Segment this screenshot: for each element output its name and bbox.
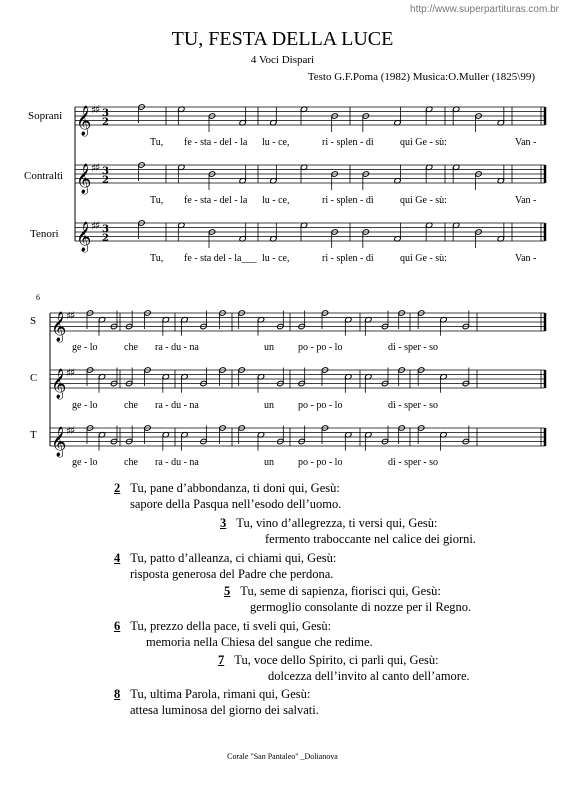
lyric: di - sper - so xyxy=(388,457,438,468)
time-signature: 2 xyxy=(102,117,109,128)
verse-line: Tu, voce dello Spirito, ci parli qui, Gesù: xyxy=(234,653,439,667)
voice-label-c: C xyxy=(30,372,38,384)
measure-number: 6 xyxy=(36,293,40,302)
lyric: un xyxy=(264,400,274,411)
treble-clef-icon: 𝄞 xyxy=(76,222,92,252)
sharp-icon: ♯ xyxy=(95,161,101,174)
song-subtitle: 4 Voci Dispari xyxy=(250,54,315,66)
lyric: Van - xyxy=(515,195,537,206)
treble-clef-icon: 𝄞 xyxy=(76,164,92,194)
verse-5 xyxy=(224,583,441,599)
lyric: ge - lo xyxy=(72,400,98,411)
lyric: di - sper - so xyxy=(388,342,438,353)
verse-line: dolcezza dell’invito al canto dell’amore. xyxy=(268,669,470,683)
verse-line: Tu, prezzo della pace, ti sveli qui, Gesù: xyxy=(130,619,332,633)
lyric: che xyxy=(124,400,138,411)
sharp-icon: ♯ xyxy=(70,309,76,322)
verse-6 xyxy=(114,618,331,634)
footer-credit: Corale "San Pantaleo" _Dolianova xyxy=(227,752,338,761)
site-url[interactable]: http://www.superpartituras.com.br xyxy=(410,4,559,15)
voice-label-tenori: Tenori xyxy=(30,228,59,240)
lyric: fe - sta del - la___ xyxy=(184,253,257,264)
time-signature: 2 xyxy=(102,233,109,244)
treble-clef-icon: 𝄞 xyxy=(76,106,92,136)
lyric: che xyxy=(124,457,138,468)
sharp-icon: ♯ xyxy=(66,424,72,438)
song-title: TU, FESTA DELLA LUCE xyxy=(171,28,394,50)
verse-8 xyxy=(114,686,310,702)
time-signature: 2 xyxy=(102,175,109,186)
verse-number: 2 xyxy=(114,481,121,495)
lyric: fe - sta - del - la xyxy=(184,137,248,148)
verse-2 xyxy=(114,480,340,496)
lyric: qui Ge - sù: xyxy=(400,137,447,148)
lyric: ri - splen - di xyxy=(322,253,374,264)
voice-label-contralti: Contralti xyxy=(24,170,64,182)
verse-line: Tu, ultima Parola, rimani qui, Gesù: xyxy=(130,687,311,701)
song-credits: Testo G.F.Poma (1982) Musica:O.Muller (1825\99) xyxy=(307,71,535,83)
lyric: ri - splen - di xyxy=(322,195,374,206)
lyric: ge - lo xyxy=(72,457,98,468)
lyric: Van - xyxy=(515,253,537,264)
lyric: qui Ge - sù: xyxy=(400,253,447,264)
verse-line: germoglio consolante di nozze per il Regno. xyxy=(250,600,472,614)
treble-clef-icon: 𝄞 xyxy=(51,427,67,457)
lyric: Van - xyxy=(515,137,537,148)
lyric: po - po - lo xyxy=(298,457,343,468)
lyric: Tu, xyxy=(150,137,164,148)
verse-number: 7 xyxy=(218,653,225,667)
verse-number: 6 xyxy=(114,619,121,633)
lyric: ri - splen - di xyxy=(322,137,374,148)
lyric: ge - lo xyxy=(72,342,98,353)
verse-4 xyxy=(114,550,336,566)
lyric: che xyxy=(124,342,138,353)
verse-line: memoria nella Chiesa del sangue che redime. xyxy=(146,635,373,649)
lyric: fe - sta - del - la xyxy=(184,195,248,206)
treble-clef-icon: 𝄞 xyxy=(51,369,67,399)
lyric: Tu, xyxy=(150,253,164,264)
time-signature: 3 xyxy=(102,108,109,119)
verse-number: 3 xyxy=(220,516,227,530)
lyric: ra - du - na xyxy=(155,342,199,353)
sharp-icon: ♯ xyxy=(66,366,72,380)
verse-line: sapore della Pasqua nell’esodo dell’uomo. xyxy=(130,497,342,511)
verse-line: Tu, pane d’abbondanza, ti doni qui, Gesù: xyxy=(130,481,340,495)
lyric: po - po - lo xyxy=(298,400,343,411)
verse-line: Tu, patto d’alleanza, ci chiami qui, Gesù: xyxy=(130,551,337,565)
lyric: qui Ge - sù: xyxy=(400,195,447,206)
voice-label-t: T xyxy=(30,429,37,441)
sharp-icon: ♯ xyxy=(70,424,76,437)
lyric: ra - du - na xyxy=(155,457,199,468)
lyric: ra - du - na xyxy=(155,400,199,411)
sharp-icon: ♯ xyxy=(91,219,97,233)
treble-clef-icon: 𝄞 xyxy=(51,312,67,342)
time-signature: 3 xyxy=(102,166,109,177)
verse-line: risposta generosa del Padre che perdona. xyxy=(130,567,334,581)
voice-label-soprani: Soprani xyxy=(28,110,63,122)
sharp-icon: ♯ xyxy=(95,103,101,116)
verse-line: Tu, seme di sapienza, fiorisci qui, Gesù: xyxy=(240,584,441,598)
verse-line: Tu, vino d’allegrezza, ti versi qui, Gesù: xyxy=(236,516,438,530)
verse-number: 8 xyxy=(114,687,121,701)
verse-number: 4 xyxy=(114,551,121,565)
lyric: Tu, xyxy=(150,195,164,206)
lyric: un xyxy=(264,342,274,353)
lyric: un xyxy=(264,457,274,468)
sharp-icon: ♯ xyxy=(66,309,72,323)
lyric: po - po - lo xyxy=(298,342,343,353)
lyric: di - sper - so xyxy=(388,400,438,411)
sharp-icon: ♯ xyxy=(70,366,76,379)
verse-line: attesa luminosa del giorno dei salvati. xyxy=(130,703,319,717)
verse-3 xyxy=(220,515,437,531)
lyric: lu - ce, xyxy=(262,253,290,264)
time-signature: 3 xyxy=(102,224,109,235)
sharp-icon: ♯ xyxy=(91,103,97,117)
sharp-icon: ♯ xyxy=(91,161,97,175)
sharp-icon: ♯ xyxy=(95,219,101,232)
lyric: lu - ce, xyxy=(262,137,290,148)
voice-label-s: S xyxy=(30,315,37,327)
lyric: lu - ce, xyxy=(262,195,290,206)
verse-7 xyxy=(218,652,439,668)
verse-number: 5 xyxy=(224,584,231,598)
verse-line: fermento traboccante nel calice dei giorni. xyxy=(265,532,477,546)
